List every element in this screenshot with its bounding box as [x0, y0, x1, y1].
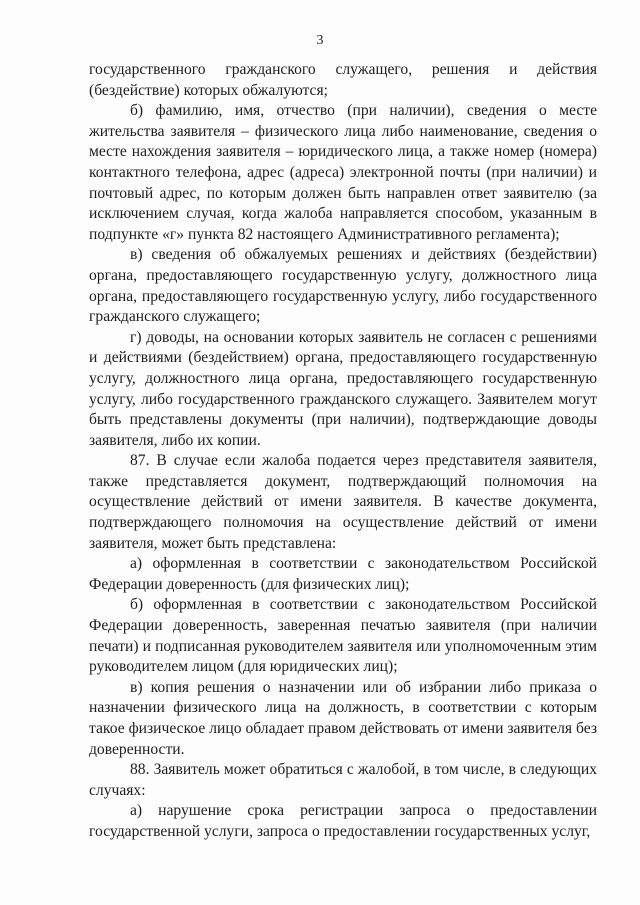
paragraph-continuation: государственного гражданского служащего, решения и действия (бездействие) которых обжалуются; — [89, 61, 597, 99]
paragraph-clause-87-b: б) оформленная в соответствии с законодательством Российской Федерации доверенность, заверенная печатью заявителя (при наличии печати) и подписанная руководителем заявителя или уполномоченным этим руководителем лицом (для юридических лиц); — [89, 596, 597, 676]
paragraph-clause-87: 87. В случае если жалоба подается через представителя заявителя, также представляется документ, подтверждающий полномочия на осуществление действий от имени заявителя. В качестве документа, подтверждающего полномочия на осуществление действий от имени заявителя, может быть представлена: — [89, 452, 597, 552]
paragraph-subitem-g: г) доводы, на основании которых заявитель не согласен с решениями и действиями (бездействием) органа, предоставляющего государственную услугу, должностного лица органа, предоставляющего государственную услугу, либо государственного гражданского служащего. Заявителем могут быть представлены документы (при наличии), подтверждающие доводы заявителя, либо их копии. — [89, 328, 597, 449]
document-body — [89, 60, 597, 843]
paragraph-subitem-b: б) фамилию, имя, отчество (при наличии), сведения о месте жительства заявителя – физического лица либо наименование, сведения о месте нахождения заявителя – юридического лица, а также номер (номера) контактного телефона, адрес (адреса) электронной почты (при наличии) и почтовый адрес, по которым должен быть направлен ответ заявителю (за исключением случая, когда жалоба направляется способом, указанным в подпункте «г» пункта 82 настоящего Административного регламента); — [89, 102, 597, 243]
paragraph-clause-87-a: а) оформленная в соответствии с законодательством Российской Федерации доверенность (для физических лиц); — [89, 555, 597, 593]
paragraph-clause-88-a: а) нарушение срока регистрации запроса о предоставлении государственной услуги, запроса о предоставлении государственных услуг, — [89, 802, 597, 840]
paragraph-clause-87-v: в) копия решения о назначении или об избрании либо приказа о назначении физического лица на должность, в соответствии с которым такое физическое лицо обладает правом действовать от имени заявителя без доверенности. — [89, 678, 597, 758]
page-number: 3 — [316, 33, 324, 48]
paragraph-subitem-v: в) сведения об обжалуемых решениях и действиях (бездействии) органа, предоставляющего государственную услугу, должностного лица органа, предоставляющего государственную услугу, либо государственного гражданского служащего; — [89, 246, 597, 326]
paragraph-clause-88: 88. Заявитель может обратиться с жалобой, в том числе, в следующих случаях: — [89, 761, 597, 799]
